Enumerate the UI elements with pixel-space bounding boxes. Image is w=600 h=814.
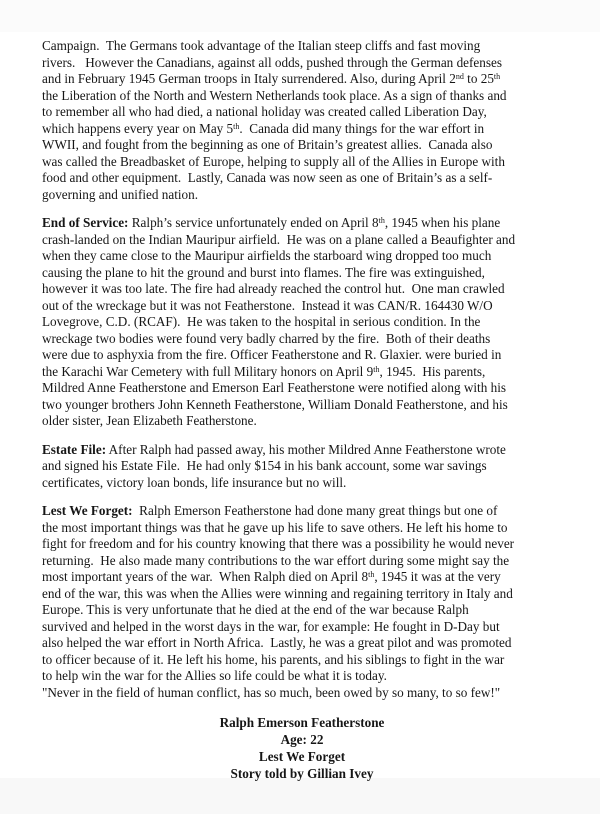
text-line: the most important things was that he gave up his life to save others. He left his home to: [42, 519, 508, 535]
text-line: end of the war, this was when the Allies were winning and regaining territory in Italy and: [42, 585, 513, 601]
text-line: crash-landed on the Indian Mauripur airfield. He was on a plane called a Beaufighter and: [42, 231, 516, 247]
text-line: WWII, and fought from the beginning as one of Britain’s greatest allies. Canada also: [42, 137, 493, 152]
text-line: and in February 1945 German troops in Italy surrendered. Also, during April 2nd to 25th: [42, 71, 501, 86]
text-line: when they came close to the Mauripur airfields the starboard wing dropped too much: [42, 248, 492, 263]
text-line: the Liberation of the North and Western Netherlands took place. As a sign of thanks and: [42, 87, 507, 103]
text-line: to remember all who had died, a national holiday was created called Liberation Day,: [42, 104, 487, 119]
text-line: governing and unified nation.: [42, 186, 199, 202]
text-line: out of the wreckage but it was not Featherstone. Instead it was CAN/R. 164430 W/O: [42, 297, 493, 313]
memorial-block: [42, 715, 562, 783]
text-line: Campaign. The Germans took advantage of the Italian steep cliffs and fast moving: [42, 38, 481, 53]
page-bottom-edge: [0, 778, 600, 814]
text-line: however it was too late. The fire had already reached the control hut. One man crawled: [42, 281, 505, 296]
memorial-storyteller: Story told by Gillian Ivey: [230, 765, 374, 781]
text-line: returning. He also made many contributions to the war effort during some might say the: [42, 552, 510, 568]
memorial-lest-we-forget: Lest We Forget: [258, 748, 346, 764]
text-line: also helped the war effort in North Africa. Lastly, he was a great pilot and was promoted: [42, 635, 512, 650]
text-line: causing the plane to hit the ground and burst into flames. The fire was extinguished,: [42, 264, 485, 280]
text-line: to officer because of it. He left his home, his parents, and his siblings to fight in the war: [42, 651, 505, 667]
text-line: End of Service: Ralph’s service unfortunately ended on April 8th, 1945 when his plane: [42, 215, 501, 230]
text-line: food and other equipment. Lastly, Canada was now seen as one of Britain’s as a self-: [42, 170, 493, 185]
paragraph-canada-war-effort: [42, 38, 562, 203]
text-line: was called the Breadbasket of Europe, helping to supply all of the Allies in Europe with: [42, 153, 505, 169]
churchill-quote: [42, 685, 562, 702]
text-line: Estate File: After Ralph had passed away, his mother Mildred Anne Featherstone wrote: [42, 441, 506, 457]
paragraph-estate-file: [42, 442, 562, 492]
text-line: Europe. This is very unfortunate that he died at the end of the war because Ralph: [42, 602, 469, 617]
memorial-name: Ralph Emerson Featherstone: [219, 715, 385, 730]
text-line: to help win the war for the Allies so life could be what it is today.: [42, 668, 387, 683]
text-line: Lovegrove, C.D. (RCAF). He was taken to the hospital in serious condition. In the: [42, 314, 481, 329]
text-line: "Never in the field of human conflict, has so much, been owed by so many, to so few!": [42, 684, 501, 700]
text-line: survived and helped in the worst days in the war, for example: He fought in D-Day but: [42, 618, 500, 634]
text-line: which happens every year on May 5th. Canada did many things for the war effort in: [42, 120, 485, 136]
text-line: Lest We Forget: Ralph Emerson Featherstone had done many great things but one of: [42, 503, 498, 518]
paragraph-end-of-service: [42, 215, 562, 430]
text-line: most important years of the war. When Ralph died on April 8th, 1945 it was at the very: [42, 569, 501, 584]
text-line: certificates, victory loan bonds, life insurance but no will.: [42, 474, 347, 490]
text-line: wreckage two bodies were found very badly charred by the fire. Both of their deaths: [42, 330, 491, 346]
text-line: fight for freedom and for his country knowing that there was a possibility he would never: [42, 536, 515, 551]
text-line: rivers. However the Canadians, against all odds, pushed through the German defenses: [42, 54, 502, 70]
text-line: Mildred Anne Featherstone and Emerson Earl Featherstone were notified along with his: [42, 380, 507, 395]
text-line: the Karachi War Cemetery with full Military honors on April 9th, 1945. His parents,: [42, 363, 486, 379]
text-line: and signed his Estate File. He had only $154 in his bank account, some war savings: [42, 458, 487, 473]
text-line: were due to asphyxia from the fire. Officer Featherstone and R. Glaxier. were buried in: [42, 347, 502, 362]
text-line: older sister, Jean Elizabeth Featherstone.: [42, 413, 257, 428]
paragraph-lest-we-forget: [42, 503, 562, 685]
text-line: two younger brothers John Kenneth Featherstone, William Donald Featherstone, and his: [42, 396, 508, 412]
memorial-age: Age: 22: [280, 731, 324, 747]
